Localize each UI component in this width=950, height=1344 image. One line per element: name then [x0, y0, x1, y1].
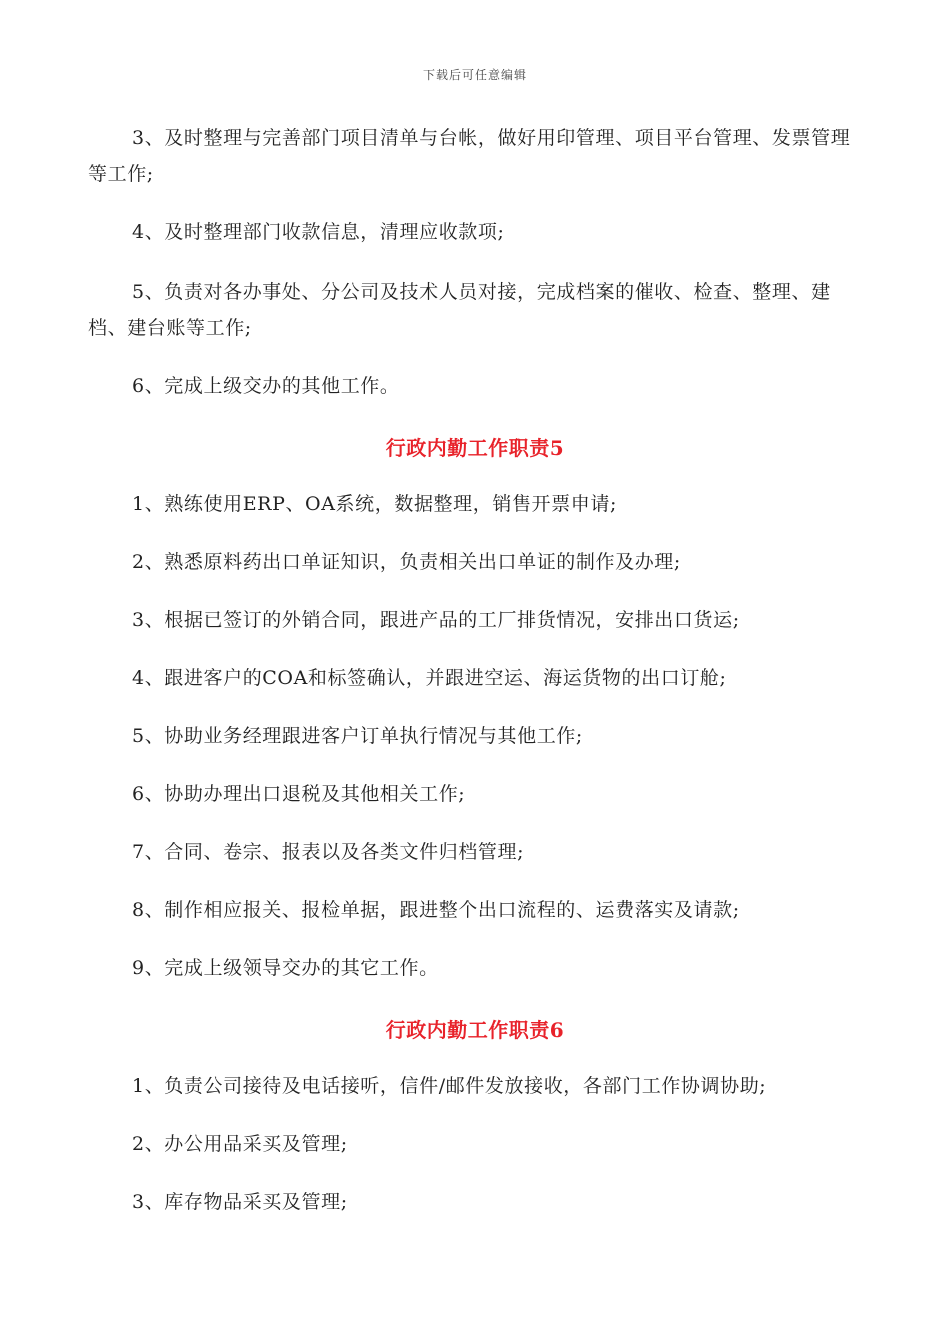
- section6-item-2: 2、办公用品采买及管理;: [132, 1133, 348, 1155]
- section5-item-4: 4、跟进客户的COA和标签确认，并跟进空运、海运货物的出口订舱;: [132, 667, 727, 689]
- prev-item-4: 4、及时整理部门收款信息，清理应收款项;: [132, 221, 505, 243]
- section5-item-9: 9、完成上级领导交办的其它工作。: [132, 957, 439, 979]
- section5-item-8: 8、制作相应报关、报检单据，跟进整个出口流程的、运费落实及请款;: [132, 899, 740, 921]
- prev-item-5: 5、负责对各办事处、分公司及技术人员对接，完成档案的催收、检查、整理、建档、建台账等工作;: [88, 281, 831, 339]
- section5-item-1: 1、熟练使用ERP、OA系统，数据整理，销售开票申请;: [132, 493, 617, 515]
- header-note: 下载后可任意编辑: [422, 68, 527, 82]
- section6-item-1: 1、负责公司接待及电话接听，信件/邮件发放接收，各部门工作协调协助;: [132, 1075, 767, 1097]
- prev-item-3: 3、及时整理与完善部门项目清单与台帐，做好用印管理、项目平台管理、发票管理等工作;: [88, 127, 851, 185]
- section5-item-7: 7、合同、卷宗、报表以及各类文件归档管理;: [132, 841, 525, 863]
- section5-title: 行政内勤工作职责5: [385, 436, 565, 460]
- section6-item-3: 3、库存物品采买及管理;: [132, 1191, 348, 1213]
- section5-item-3: 3、根据已签订的外销合同，跟进产品的工厂排货情况，安排出口货运;: [132, 609, 740, 631]
- section5-item-5: 5、协助业务经理跟进客户订单执行情况与其他工作;: [132, 725, 583, 747]
- section6-title: 行政内勤工作职责6: [385, 1018, 565, 1042]
- section5-item-6: 6、协助办理出口退税及其他相关工作;: [132, 783, 466, 805]
- prev-item-6: 6、完成上级交办的其他工作。: [132, 375, 400, 397]
- section5-item-2: 2、熟悉原料药出口单证知识，负责相关出口单证的制作及办理;: [132, 551, 681, 573]
